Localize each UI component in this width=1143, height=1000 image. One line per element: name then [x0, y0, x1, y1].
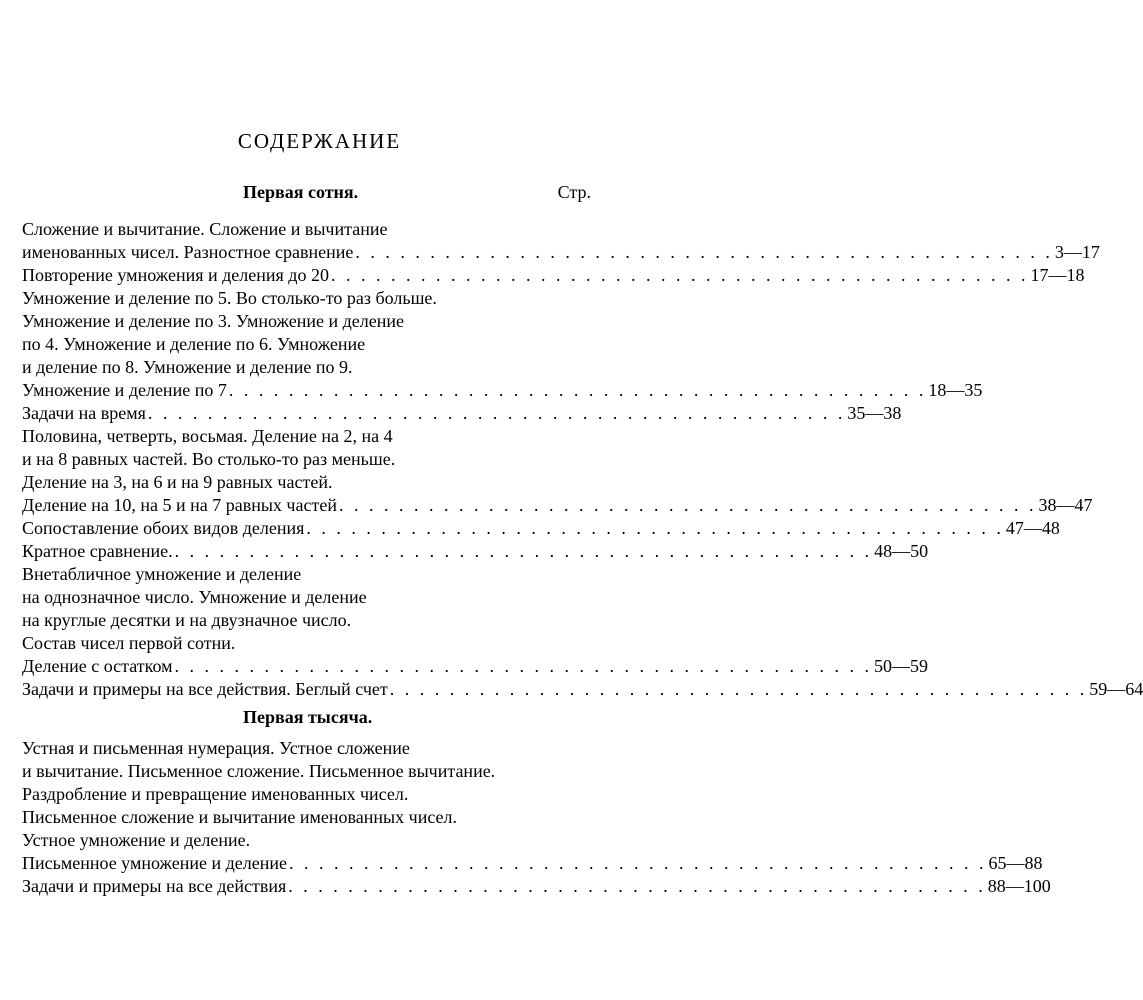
entry-text: Деление с остатком	[22, 656, 173, 676]
toc-entry-line	[22, 218, 590, 241]
toc-entry-line	[22, 402, 902, 425]
entry-text: Кратное сравнение.	[22, 541, 173, 561]
toc-entry-line	[22, 287, 590, 310]
toc-entry-line	[22, 678, 1143, 701]
toc-entry-line	[22, 655, 928, 678]
entry-page-range: 18—35	[928, 380, 983, 400]
entry-page-range: 3—17	[1054, 242, 1100, 262]
leader-dots: . . . . . . . . . . . . . . . . . . . . . . . . . . . . . . . . . . . . . . . . . . . . . . .	[147, 403, 846, 423]
toc-entry-line	[22, 806, 590, 829]
entry-text: Деление на 10, на 5 и на 7 равных частей	[22, 495, 337, 515]
toc-entry-line	[22, 783, 590, 806]
entry-text: и на 8 равных частей. Во столько-то раз меньше.	[22, 449, 396, 469]
toc-entry-line	[22, 517, 1060, 540]
toc-entry-line	[22, 448, 590, 471]
entry-page-range: 48—50	[874, 541, 929, 561]
entry-page-range: 59—64	[1089, 679, 1143, 699]
leader-dots: . . . . . . . . . . . . . . . . . . . . . . . . . . . . . . . . . . . . . . . . . . . . . . .	[288, 876, 986, 896]
entry-text: Сложение и вычитание. Сложение и вычитание	[22, 219, 388, 239]
toc-entry-line	[22, 241, 1100, 264]
leader-dots: . . . . . . . . . . . . . . . . . . . . . . . . . . . . . . . . . . . . . . . . . . . . . . .	[389, 679, 1088, 699]
leader-dots: . . . . . . . . . . . . . . . . . . . . . . . . . . . . . . . . . . . . . . . . . . . . . . .	[338, 495, 1037, 515]
entry-text: Письменное сложение и вычитание именованных чисел.	[22, 807, 458, 827]
leader-dots: . . . . . . . . . . . . . . . . . . . . . . . . . . . . . . . . . . . . . . . . . . . . . . .	[306, 518, 1004, 538]
entry-text: именованных чисел. Разностное сравнение	[22, 242, 354, 262]
entry-page-range: 35—38	[847, 403, 902, 423]
toc-entry-line	[22, 875, 1051, 898]
toc-entry-line	[22, 737, 590, 760]
entry-page-range: 17—18	[1030, 265, 1085, 285]
toc-entry-line	[22, 425, 590, 448]
entry-text: Умножение и деление по 7	[22, 380, 227, 400]
section-heading-text: Первая сотня.	[243, 182, 359, 202]
entry-text: Письменное умножение и деление	[22, 853, 287, 873]
entry-text: Раздробление и превращение именованных чисел.	[22, 784, 409, 804]
entry-page-range: 65—88	[988, 853, 1043, 873]
toc-entry-line	[22, 540, 929, 563]
entry-text: на однозначное число. Умножение и деление	[22, 587, 367, 607]
entry-text: и вычитание. Письменное сложение. Письменное вычитание.	[22, 761, 496, 781]
leader-dots: . . . . . . . . . . . . . . . . . . . . . . . . . . . . . . . . . . . . . . . . . . . . . . .	[330, 265, 1029, 285]
entry-text: Сопоставление обоих видов деления	[22, 518, 305, 538]
entry-text: и деление по 8. Умножение и деление по 9.	[22, 357, 353, 377]
toc-entry-line	[22, 379, 983, 402]
entry-text: Устная и письменная нумерация. Устное сложение	[22, 738, 410, 758]
toc-entry-line	[22, 471, 590, 494]
toc-entry-line	[22, 563, 590, 586]
entry-text: Устное умножение и деление.	[22, 830, 251, 850]
entry-text: Задачи на время	[22, 403, 146, 423]
toc-entry-line	[22, 356, 590, 379]
entry-text: Внетабличное умножение и деление	[22, 564, 302, 584]
toc-entry-line	[22, 310, 590, 333]
entry-text: Деление на 3, на 6 и на 9 равных частей.	[22, 472, 333, 492]
entry-page-range: 38—47	[1038, 495, 1093, 515]
toc-entry-line	[22, 852, 1043, 875]
toc-entry-line	[22, 632, 590, 655]
leader-dots: . . . . . . . . . . . . . . . . . . . . . . . . . . . . . . . . . . . . . . . . . . . . . . .	[288, 853, 987, 873]
leader-dots: . . . . . . . . . . . . . . . . . . . . . . . . . . . . . . . . . . . . . . . . . . . . . . .	[355, 242, 1053, 262]
toc-entry-line	[22, 333, 590, 356]
toc-entry-line	[22, 494, 1093, 517]
leader-dots: . . . . . . . . . . . . . . . . . . . . . . . . . . . . . . . . . . . . . . . . . . . . . . .	[228, 380, 927, 400]
toc-entry-line	[22, 760, 590, 783]
entry-text: Состав чисел первой сотни.	[22, 633, 236, 653]
toc-entry-line	[22, 264, 1085, 287]
entry-page-range: 47—48	[1005, 518, 1060, 538]
entry-text: Повторение умножения и деления до 20	[22, 265, 329, 285]
entry-page-range: 88—100	[987, 876, 1051, 896]
leader-dots: . . . . . . . . . . . . . . . . . . . . . . . . . . . . . . . . . . . . . . . . . . . . . . .	[174, 656, 872, 676]
entry-text: Умножение и деление по 3. Умножение и деление	[22, 311, 405, 331]
entry-text: Задачи и примеры на все действия. Беглый счет	[22, 679, 388, 699]
entry-text: на круглые десятки и на двузначное число.	[22, 610, 352, 630]
entry-text: по 4. Умножение и деление по 6. Умножение	[22, 334, 366, 354]
toc-entry-line	[22, 586, 590, 609]
entry-text: Половина, четверть, восьмая. Деление на 2, на 4	[22, 426, 393, 446]
toc-entry-line	[22, 609, 590, 632]
leader-dots: . . . . . . . . . . . . . . . . . . . . . . . . . . . . . . . . . . . . . . . . . . . . . . .	[174, 541, 873, 561]
entry-page-range: 50—59	[874, 656, 928, 676]
toc-entry-line	[22, 829, 590, 852]
page-column-label: Стр.	[557, 182, 591, 202]
entry-text: Умножение и деление по 5. Во столько-то раз больше.	[22, 288, 437, 308]
entry-text: Задачи и примеры на все действия	[22, 876, 287, 896]
page-title: СОДЕРЖАНИЕ	[237, 129, 402, 153]
section-heading-text: Первая тысяча.	[243, 707, 373, 727]
